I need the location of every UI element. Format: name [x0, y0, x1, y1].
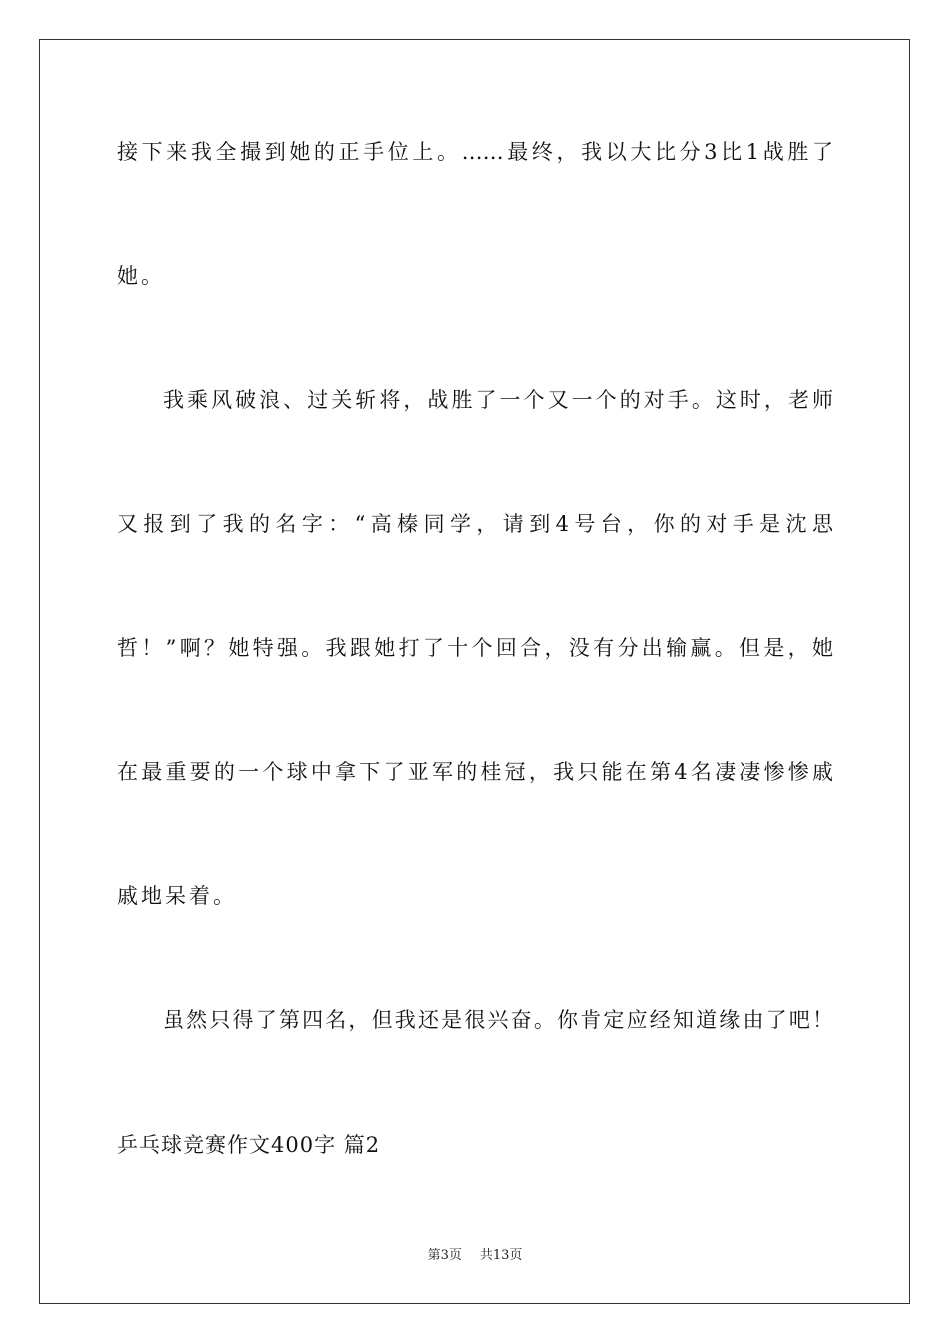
paragraph-line-6: 在最重要的一个球中拿下了亚军的桂冠，我只能在第4名凄凄惨惨戚: [117, 760, 833, 784]
paragraph-line-4: 又报到了我的名字：“高榛同学，请到4号台，你的对手是沈思: [117, 512, 833, 536]
paragraph-line-3: 我乘风破浪、过关斩将，战胜了一个又一个的对手。这时，老师: [163, 388, 833, 412]
paragraph-line-2: 她。: [117, 264, 165, 288]
paragraph-line-1: 接下来我全撮到她的正手位上。……最终，我以大比分3比1战胜了: [117, 140, 833, 164]
paragraph-line-5: 哲！”啊？她特强。我跟她打了十个回合，没有分出输赢。但是，她: [117, 636, 833, 660]
section-heading: 乒乓球竞赛作文400字 篇2: [117, 1133, 381, 1157]
page-footer: [0, 1247, 950, 1265]
page-total: 共13页: [479, 1248, 523, 1263]
page-number: 第3页: [427, 1248, 462, 1263]
paragraph-line-7: 戚地呆着。: [117, 884, 237, 908]
page-border: [39, 39, 910, 1304]
paragraph-line-8: 虽然只得了第四名，但我还是很兴奋。你肯定应经知道缘由了吧！: [163, 1008, 833, 1032]
